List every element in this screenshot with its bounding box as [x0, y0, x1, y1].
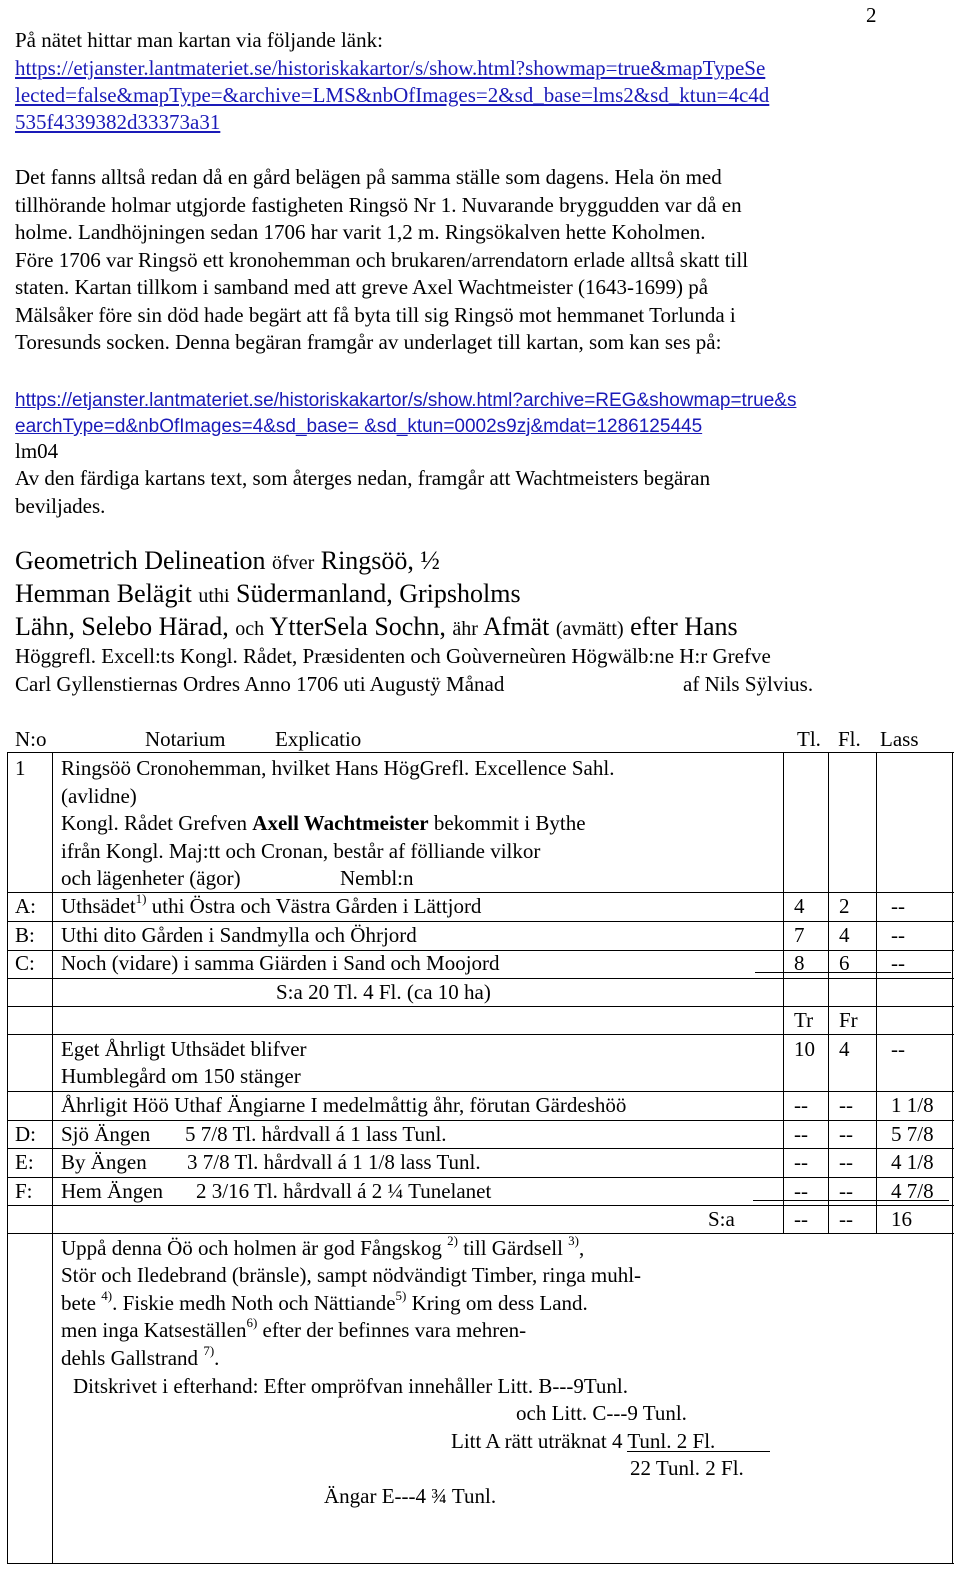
header-fr: Fr	[839, 1008, 858, 1032]
archive-link-line-2[interactable]: earchType=d&nbOfImages=4&sd_base= &sd_ktun=0002s9zj&mdat=1286125445	[15, 416, 703, 437]
hoo-fl: --	[839, 1093, 853, 1117]
rowD-text: 5 7/8 Tl. hårdvall á 1 lass Tunl.	[185, 1122, 447, 1146]
para1-line: tillhörande holmar utgjorde fastigheten Ringsö Nr 1. Nuvarande bryggudden var då en	[15, 193, 742, 217]
sum2-fl: --	[839, 1207, 853, 1231]
map-title-line-5: Carl Gyllenstiernas Ordres Anno 1706 uti Augustÿ Månad	[15, 672, 505, 696]
rowB-fl: 4	[839, 923, 850, 947]
rowC-tl: 8	[794, 951, 805, 975]
archive-link-line-1[interactable]: https://etjanster.lantmateriet.se/historiskakartor/s/show.html?archive=REG&showmap=true&s	[15, 390, 797, 411]
utsade-fr: 4	[839, 1037, 850, 1061]
page-number: 2	[866, 3, 877, 27]
sum2-label: S:a	[708, 1207, 735, 1231]
rowC-text: Noch (vidare) i samma Giärden i Sand och Moojord	[61, 951, 500, 975]
lm04-label: lm04	[15, 439, 59, 463]
map-link-line-3[interactable]: 535f4339382d33373a31	[15, 110, 221, 134]
header-notarium: Notarium	[145, 727, 226, 751]
map-link-line-1[interactable]: https://etjanster.lantmateriet.se/historiskakartor/s/show.html?showmap=true&mapTypeSe	[15, 56, 766, 80]
map-link-line-2[interactable]: lected=false&mapType=&archive=LMS&nbOfImages=2&sd_base=lms2&sd_ktun=4c4d	[15, 83, 770, 107]
row1-line: Ringsöö Cronohemman, hvilket Hans HögGrefl. Excellence Sahl.	[61, 756, 615, 780]
header-explicatio: Explicatio	[275, 727, 362, 751]
header-tr: Tr	[794, 1008, 814, 1032]
para1-line: staten. Kartan tillkom i samband med att greve Axel Wachtmeister (1643-1699) på	[15, 275, 709, 299]
map-title-line-1: Geometrich Delineation öfver Ringsöö, ½	[15, 546, 440, 575]
rowF-text: 2 3/16 Tl. hårdvall á 2 ¼ Tunelanet	[196, 1179, 492, 1203]
header-lass: Lass	[880, 727, 919, 751]
sum2-lass: 16	[891, 1207, 912, 1231]
rowC-no: C:	[15, 951, 35, 975]
row1-line: och lägenheter (ägor)	[61, 866, 241, 890]
row1-no: 1	[15, 756, 26, 780]
rowF-no: F:	[15, 1179, 33, 1203]
added-note-line-2: och Litt. C---9 Tunl.	[516, 1401, 687, 1425]
rowA-text: Uthsädet$^{1)}$ uthi Östra och Västra Gården i Lättjord	[61, 891, 482, 918]
para2-line: Av den färdiga kartans text, som återges nedan, framgår att Wachtmeisters begäran	[15, 466, 711, 490]
rowD-no: D:	[15, 1122, 36, 1146]
rowA-lass: --	[891, 894, 905, 918]
para1-line: Före 1706 var Ringsö ett kronohemman och brukaren/arrendatorn erlade alltså skatt till	[15, 248, 749, 272]
row1-nembl: Nembl:n	[340, 866, 414, 890]
rowE-tl: --	[794, 1150, 808, 1174]
rowF-lass: 4 7/8	[891, 1179, 934, 1203]
resources-line-3: bete $^{4)}$. Fiskie medh Noth och Nättiande$^{5)}$ Kring om dess Land.	[61, 1288, 588, 1315]
hoo-tl: --	[794, 1093, 808, 1117]
rowA-fl: 2	[839, 894, 850, 918]
added-note-line-5: Ängar E---4 ¾ Tunl.	[324, 1484, 497, 1508]
added-note-line-4: 22 Tunl. 2 Fl.	[630, 1456, 744, 1480]
header-no: N:o	[15, 727, 47, 751]
resources-line-4: men inga Katseställen$^{6)}$ efter der befinnes vara mehren-	[61, 1315, 527, 1342]
utsade-lass: --	[891, 1037, 905, 1061]
sum2-tl: --	[794, 1207, 808, 1231]
sum1: S:a 20 Tl. 4 Fl. (ca 10 ha)	[276, 980, 491, 1004]
rowD-tl: --	[794, 1122, 808, 1146]
rowE-name: By Ängen	[61, 1150, 147, 1174]
map-title-line-4: Höggrefl. Excell:ts Kongl. Rådet, Præsidenten och Goùverneùren Högwälb:ne H:r Grefve	[15, 644, 771, 668]
para1-line: Mälsåker före sin död hade begärt att få byta till sig Ringsö mot hemmanet Torlunda i	[15, 303, 736, 327]
rowE-text: 3 7/8 Tl. hårdvall á 1 1/8 lass Tunl.	[187, 1150, 481, 1174]
para2-line: beviljades.	[15, 494, 106, 518]
map-title-line-2: Hemman Belägit uthi Südermanland, Gripsholms	[15, 579, 521, 608]
rowB-lass: --	[891, 923, 905, 947]
para1-line: Toresunds socken. Denna begäran framgår av underlaget till kartan, som kan ses på:	[15, 330, 722, 354]
rowA-tl: 4	[794, 894, 805, 918]
rowD-name: Sjö Ängen	[61, 1122, 151, 1146]
intro-line: På nätet hittar man kartan via följande länk:	[15, 28, 383, 52]
header-fl: Fl.	[838, 727, 861, 751]
rowB-tl: 7	[794, 923, 805, 947]
resources-line-1: Uppå denna Öö och holmen är god Fångskog $^{2)}$ till Gärdsell $^{3)}$,	[61, 1233, 585, 1260]
rowD-fl: --	[839, 1122, 853, 1146]
utsade-tr: 10	[794, 1037, 815, 1061]
map-title-line-3: Lähn, Selebo Härad, och YtterSela Sochn, ähr Afmät (avmätt) efter Hans	[15, 612, 738, 641]
hoo-text: Åhrligit Höö Uthaf Ängiarne I medelmåttig åhr, förutan Gärdeshöö	[61, 1093, 627, 1117]
rowC-lass: --	[891, 951, 905, 975]
rowB-text: Uthi dito Gården i Sandmylla och Öhrjord	[61, 923, 417, 947]
header-tl: Tl.	[797, 727, 821, 751]
rowD-lass: 5 7/8	[891, 1122, 934, 1146]
row1-line: ifrån Kongl. Maj:tt och Cronan, består af fölliande vilkor	[61, 839, 541, 863]
utsade-line-1: Eget Åhrligt Uthsädet blifver	[61, 1037, 307, 1061]
rowE-fl: --	[839, 1150, 853, 1174]
row1-line: (avlidne)	[61, 784, 137, 808]
rowA-no: A:	[15, 894, 36, 918]
utsade-line-2: Humblegård om 150 stänger	[61, 1064, 301, 1088]
rowB-no: B:	[15, 923, 35, 947]
resources-line-2: Stör och Iledebrand (bränsle), sampt nödvändigt Timber, ringa muhl-	[61, 1263, 642, 1287]
rowF-name: Hem Ängen	[61, 1179, 164, 1203]
surveyor-name: af Nils Sÿlvius.	[683, 672, 814, 696]
resources-line-5: dehls Gallstrand $^{7)}$.	[61, 1343, 220, 1370]
para1-line: Det fanns alltså redan då en gård belägen på samma ställe som dagens. Hela ön med	[15, 165, 722, 189]
rowC-fl: 6	[839, 951, 850, 975]
added-note-line-1: Ditskrivet i efterhand: Efter ompröfvan innehåller Litt. B---9Tunl.	[73, 1374, 629, 1398]
rowE-lass: 4 1/8	[891, 1150, 934, 1174]
rowF-tl: --	[794, 1179, 808, 1203]
rowF-fl: --	[839, 1179, 853, 1203]
hoo-lass: 1 1/8	[891, 1093, 934, 1117]
rowE-no: E:	[15, 1150, 34, 1174]
para1-line: holme. Landhöjningen sedan 1706 har varit 1,2 m. Ringsökalven hette Koholmen.	[15, 220, 706, 244]
added-note-line-3: Litt A rätt uträknat 4 Tunl. 2 Fl.	[451, 1429, 716, 1453]
row1-line: Kongl. Rådet Grefven Axell Wachtmeister bekommit i Bythe	[61, 811, 586, 835]
